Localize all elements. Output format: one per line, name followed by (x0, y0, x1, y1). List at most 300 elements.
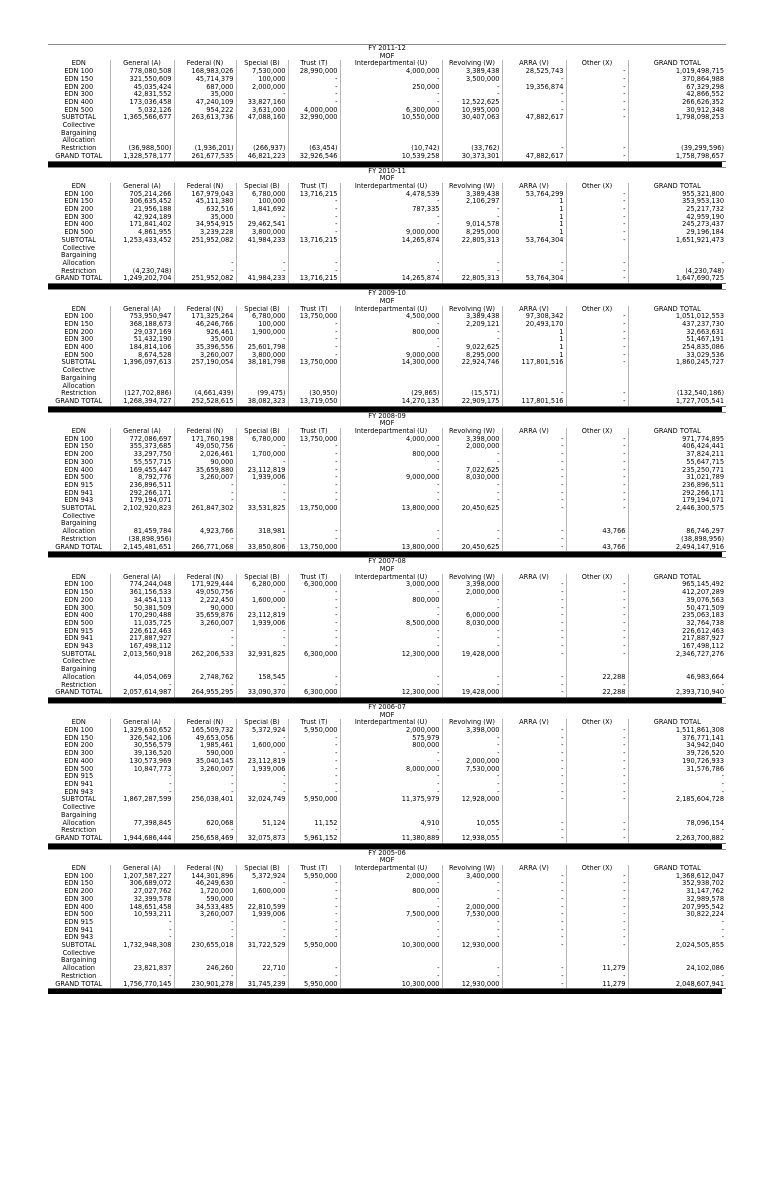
value-cell: - (502, 145, 566, 153)
table-row (48, 789, 726, 797)
value-cell: 257,190,054 (174, 359, 236, 367)
value-cell: - (236, 628, 288, 636)
value-cell: - (442, 789, 502, 797)
value-cell: 47,882,617 (502, 114, 566, 122)
value-cell: - (288, 927, 340, 935)
column-header: Revolving (W) (442, 60, 502, 68)
value-cell: - (502, 612, 566, 620)
value-cell (566, 367, 628, 390)
table-row (48, 536, 726, 544)
column-header: Federal (N) (174, 719, 236, 727)
value-cell: - (566, 68, 628, 76)
value-cell: - (340, 635, 442, 643)
value-cell: 1,329,630,652 (110, 727, 174, 735)
value-cell: - (288, 735, 340, 743)
value-cell: - (288, 789, 340, 797)
row-label: EDN 200 (64, 888, 94, 896)
fy-title-row (48, 412, 726, 420)
table-row (48, 942, 726, 950)
value-cell: 27,027,762 (110, 888, 174, 896)
value-cell (110, 245, 174, 268)
column-header: Other (X) (566, 574, 628, 582)
org-label: MOF (379, 52, 395, 60)
value-cell: - (236, 880, 288, 888)
value-cell: - (566, 390, 628, 398)
table-row (48, 336, 726, 344)
column-header-row (48, 60, 726, 68)
value-cell: 353,953,130 (628, 198, 726, 206)
value-cell: - (502, 107, 566, 115)
value-cell: - (502, 742, 566, 750)
column-header: EDN (71, 305, 86, 313)
value-cell: 261,677,535 (174, 153, 236, 161)
value-cell: 1,647,690,725 (628, 275, 726, 283)
value-cell: - (566, 245, 628, 268)
value-cell: - (110, 773, 174, 781)
value-cell: 167,979,043 (174, 191, 236, 199)
value-cell: - (174, 268, 236, 276)
row-label: Restriction (61, 535, 97, 543)
row-label: SUBTOTAL (61, 796, 96, 804)
value-cell: 12,930,000 (442, 981, 502, 989)
row-label: Restriction (61, 145, 97, 153)
column-header: Other (X) (566, 306, 628, 314)
value-cell: - (442, 490, 502, 498)
value-cell: - (236, 827, 288, 835)
table-row (48, 581, 726, 589)
column-header-row (48, 428, 726, 436)
table-row (48, 91, 726, 99)
column-header: Other (X) (566, 719, 628, 727)
value-cell: - (340, 919, 442, 927)
row-label: EDN 400 (64, 903, 94, 911)
value-cell: 5,950,000 (288, 796, 340, 804)
value-cell: 3,631,000 (236, 107, 288, 115)
value-cell: - (288, 589, 340, 597)
value-cell: - (502, 628, 566, 636)
value-cell: - (174, 497, 236, 505)
value-cell: 46,983,664 (628, 658, 726, 681)
value-cell: - (110, 682, 174, 690)
value-cell: - (236, 459, 288, 467)
value-cell: - (566, 934, 628, 942)
table-row (48, 505, 726, 513)
value-cell: - (236, 245, 288, 268)
value-cell: 6,300,000 (340, 107, 442, 115)
row-label: SUBTOTAL (61, 505, 96, 513)
table-row (48, 206, 726, 214)
value-cell: 3,389,438 (442, 68, 502, 76)
value-cell: - (502, 99, 566, 107)
table-row (48, 237, 726, 245)
value-cell: - (340, 896, 442, 904)
value-cell: 772,086,697 (110, 436, 174, 444)
value-cell: - (288, 443, 340, 451)
row-label: Collective Bargaining Allocation (60, 244, 97, 267)
row-label: EDN 100 (64, 68, 94, 76)
value-cell: 266,771,068 (174, 544, 236, 552)
value-cell: 13,800,000 (340, 544, 442, 552)
fiscal-year-title: FY 2007-08 (48, 558, 726, 566)
value-cell: - (566, 490, 628, 498)
value-cell: 190,726,933 (628, 758, 726, 766)
column-header: Trust (T) (288, 865, 340, 873)
budget-table (48, 412, 726, 553)
value-cell: 9,000,000 (340, 474, 442, 482)
table-row (48, 214, 726, 222)
value-cell: 158,545 (236, 658, 288, 681)
value-cell: 412,207,289 (628, 589, 726, 597)
value-cell: 262,206,533 (174, 651, 236, 659)
value-cell: 49,050,756 (174, 589, 236, 597)
table-row (48, 758, 726, 766)
value-cell: 32,024,749 (236, 796, 288, 804)
value-cell: - (566, 398, 628, 406)
value-cell: 8,674,528 (110, 352, 174, 360)
org-label: MOF (379, 297, 395, 305)
value-cell: - (288, 911, 340, 919)
value-cell: - (628, 919, 726, 927)
value-cell: - (442, 84, 502, 92)
value-cell: 1,939,006 (236, 766, 288, 774)
column-header-row (48, 306, 726, 314)
value-cell: - (442, 742, 502, 750)
column-header: Revolving (W) (442, 574, 502, 582)
value-cell: - (340, 827, 442, 835)
value-cell: 2,393,710,940 (628, 689, 726, 697)
value-cell: - (442, 927, 502, 935)
value-cell: - (566, 206, 628, 214)
column-header: Special (B) (236, 60, 288, 68)
value-cell: (132,540,186) (628, 390, 726, 398)
table-row (48, 191, 726, 199)
value-cell: (4,661,439) (174, 390, 236, 398)
collective-bargaining-row (48, 367, 726, 390)
row-label: EDN 500 (64, 229, 94, 237)
value-cell: 42,959,190 (628, 214, 726, 222)
row-label: EDN 300 (64, 91, 94, 99)
table-row (48, 643, 726, 651)
value-cell: 965,145,492 (628, 581, 726, 589)
value-cell: 250,000 (340, 84, 442, 92)
value-cell: 30,556,579 (110, 742, 174, 750)
value-cell: 8,295,000 (442, 229, 502, 237)
value-cell: 169,455,447 (110, 467, 174, 475)
value-cell: 3,800,000 (236, 352, 288, 360)
value-cell: 11,380,889 (340, 835, 442, 843)
value-cell: - (566, 451, 628, 459)
value-cell: - (442, 206, 502, 214)
value-cell: - (502, 497, 566, 505)
value-cell: - (566, 443, 628, 451)
value-cell: 4,923,766 (174, 513, 236, 536)
column-header: Other (X) (566, 183, 628, 191)
value-cell: - (442, 91, 502, 99)
value-cell: 6,780,000 (236, 436, 288, 444)
column-header: Federal (N) (174, 60, 236, 68)
value-cell: 47,882,617 (502, 153, 566, 161)
row-label: EDN 300 (64, 604, 94, 612)
value-cell: - (502, 76, 566, 84)
table-row (48, 896, 726, 904)
value-cell: 245,273,437 (628, 221, 726, 229)
value-cell: 10,847,773 (110, 766, 174, 774)
value-cell: (1,936,201) (174, 145, 236, 153)
value-cell: 1,860,245,727 (628, 359, 726, 367)
value-cell: - (236, 490, 288, 498)
value-cell (110, 122, 174, 145)
value-cell: - (442, 597, 502, 605)
row-label: EDN 943 (64, 934, 94, 942)
value-cell: 22,909,175 (442, 398, 502, 406)
column-header: Other (X) (566, 60, 628, 68)
value-cell: - (288, 91, 340, 99)
value-cell: 43,766 (566, 544, 628, 552)
value-cell: 236,896,511 (110, 482, 174, 490)
value-cell: - (174, 643, 236, 651)
value-cell: - (566, 804, 628, 827)
table-row (48, 68, 726, 76)
value-cell: - (566, 436, 628, 444)
value-cell: - (566, 735, 628, 743)
table-row (48, 198, 726, 206)
table-row (48, 766, 726, 774)
value-cell: 23,112,819 (236, 612, 288, 620)
value-cell: - (566, 221, 628, 229)
value-cell: - (502, 773, 566, 781)
table-row (48, 682, 726, 690)
value-cell: - (502, 942, 566, 950)
value-cell: 2,446,300,575 (628, 505, 726, 513)
value-cell: (38,898,956) (628, 536, 726, 544)
table-row (48, 727, 726, 735)
value-cell: 8,792,776 (110, 474, 174, 482)
table-row (48, 321, 726, 329)
value-cell: - (340, 214, 442, 222)
row-label: EDN 100 (64, 435, 94, 443)
value-cell: 1,700,000 (236, 451, 288, 459)
value-cell: 6,780,000 (236, 191, 288, 199)
value-cell: (39,299,596) (628, 145, 726, 153)
value-cell: 226,612,463 (110, 628, 174, 636)
value-cell: 4,500,000 (340, 313, 442, 321)
value-cell: (266,937) (236, 145, 288, 153)
value-cell: - (628, 827, 726, 835)
value-cell: 5,950,000 (288, 727, 340, 735)
value-cell: 45,714,379 (174, 76, 236, 84)
value-cell: 28,990,000 (288, 68, 340, 76)
value-cell: - (340, 268, 442, 276)
column-header-row (48, 865, 726, 873)
column-header: GRAND TOTAL (628, 428, 726, 436)
column-header: Special (B) (236, 719, 288, 727)
value-cell: 25,217,732 (628, 206, 726, 214)
value-cell: 252,528,615 (174, 398, 236, 406)
value-cell: (30,950) (288, 390, 340, 398)
value-cell: 117,801,516 (502, 359, 566, 367)
row-label: Collective Bargaining Allocation (60, 367, 97, 390)
value-cell: 1,756,770,145 (110, 981, 174, 989)
value-cell: 25,601,798 (236, 344, 288, 352)
value-cell: - (566, 612, 628, 620)
value-cell: 1,600,000 (236, 597, 288, 605)
value-cell: - (566, 682, 628, 690)
value-cell: - (340, 589, 442, 597)
value-cell: 30,407,063 (442, 114, 502, 122)
value-cell: (33,762) (442, 145, 502, 153)
row-label: GRAND TOTAL (48, 544, 110, 552)
row-label: EDN 200 (64, 742, 94, 750)
value-cell: - (340, 344, 442, 352)
value-cell: 31,745,239 (236, 981, 288, 989)
table-row (48, 750, 726, 758)
value-cell: 35,040,145 (174, 758, 236, 766)
value-cell: - (340, 773, 442, 781)
value-cell: 45,035,424 (110, 84, 174, 92)
value-cell: - (340, 198, 442, 206)
value-cell: 42,866,552 (628, 91, 726, 99)
value-cell: - (502, 981, 566, 989)
value-cell: 292,266,171 (110, 490, 174, 498)
collective-bargaining-row (48, 245, 726, 268)
value-cell: 14,300,000 (340, 359, 442, 367)
column-header: EDN (71, 60, 86, 68)
value-cell: 3,398,000 (442, 436, 502, 444)
column-header: Revolving (W) (442, 428, 502, 436)
value-cell: - (502, 536, 566, 544)
value-cell: 318,981 (236, 513, 288, 536)
table-row (48, 459, 726, 467)
value-cell: - (288, 904, 340, 912)
row-label: Collective Bargaining Allocation (60, 122, 97, 145)
row-label: SUBTOTAL (61, 942, 96, 950)
row-label: EDN 150 (64, 320, 94, 328)
value-cell: 7,530,000 (442, 766, 502, 774)
table-row (48, 352, 726, 360)
value-cell: 20,493,170 (502, 321, 566, 329)
value-cell (236, 367, 288, 390)
row-label: Restriction (61, 827, 97, 835)
value-cell: - (442, 628, 502, 636)
value-cell: - (566, 750, 628, 758)
value-cell: - (502, 474, 566, 482)
value-cell: - (628, 682, 726, 690)
value-cell: 30,912,348 (628, 107, 726, 115)
value-cell: 22,288 (566, 658, 628, 681)
value-cell: 2,748,762 (174, 658, 236, 681)
value-cell: - (442, 451, 502, 459)
value-cell: - (566, 268, 628, 276)
value-cell: 23,112,819 (236, 758, 288, 766)
collective-bargaining-row (48, 122, 726, 145)
value-cell: 32,764,738 (628, 620, 726, 628)
table-row (48, 927, 726, 935)
value-cell: 35,396,556 (174, 344, 236, 352)
table-row (48, 443, 726, 451)
value-cell: 13,719,050 (288, 398, 340, 406)
value-cell: 13,750,000 (288, 359, 340, 367)
value-cell: 38,181,798 (236, 359, 288, 367)
value-cell: (4,230,748) (628, 268, 726, 276)
org-row (48, 566, 726, 574)
row-label: Collective Bargaining Allocation (60, 949, 97, 973)
value-cell: - (288, 268, 340, 276)
value-cell: 321,550,609 (110, 76, 174, 84)
value-cell: 1,253,433,452 (110, 237, 174, 245)
column-header: Federal (N) (174, 428, 236, 436)
row-label: EDN 500 (64, 106, 94, 114)
column-header: GRAND TOTAL (628, 719, 726, 727)
value-cell: 1,732,948,308 (110, 942, 174, 950)
row-label: GRAND TOTAL (48, 835, 110, 843)
grand-total-row (48, 153, 726, 161)
value-cell: 1,396,097,613 (110, 359, 174, 367)
value-cell: - (566, 727, 628, 735)
value-cell: - (566, 581, 628, 589)
table-row (48, 919, 726, 927)
value-cell: 14,265,874 (340, 275, 442, 283)
value-cell (288, 367, 340, 390)
value-cell: - (566, 505, 628, 513)
value-cell: - (566, 635, 628, 643)
value-cell: 23,821,837 (110, 950, 174, 973)
value-cell: - (502, 750, 566, 758)
value-cell: - (566, 459, 628, 467)
value-cell: - (236, 482, 288, 490)
row-label: SUBTOTAL (61, 359, 96, 367)
value-cell: 6,300,000 (288, 581, 340, 589)
value-cell: - (502, 827, 566, 835)
value-cell (236, 122, 288, 145)
value-cell: 5,950,000 (288, 981, 340, 989)
value-cell: - (288, 99, 340, 107)
row-label: EDN 200 (64, 83, 94, 91)
value-cell: 173,036,458 (110, 99, 174, 107)
value-cell: 2,000,000 (340, 727, 442, 735)
table-row (48, 221, 726, 229)
table-row (48, 651, 726, 659)
value-cell: - (566, 229, 628, 237)
value-cell: - (288, 605, 340, 613)
value-cell: - (442, 336, 502, 344)
value-cell: - (502, 245, 566, 268)
column-header: Revolving (W) (442, 865, 502, 873)
value-cell: 6,000,000 (442, 612, 502, 620)
value-cell: 778,080,508 (110, 68, 174, 76)
value-cell: 12,300,000 (340, 689, 442, 697)
value-cell: 51,124 (236, 804, 288, 827)
value-cell: 2,185,604,728 (628, 796, 726, 804)
value-cell: 13,750,000 (288, 544, 340, 552)
value-cell: 29,037,169 (110, 329, 174, 337)
value-cell: - (502, 505, 566, 513)
value-cell: - (566, 275, 628, 283)
value-cell: - (502, 436, 566, 444)
column-header: GRAND TOTAL (628, 306, 726, 314)
value-cell: - (288, 451, 340, 459)
row-label: EDN 100 (64, 727, 94, 735)
value-cell: - (288, 934, 340, 942)
value-cell: 251,952,082 (174, 237, 236, 245)
value-cell: - (566, 114, 628, 122)
value-cell: - (340, 658, 442, 681)
row-label: EDN 941 (64, 926, 94, 934)
value-cell: - (288, 628, 340, 636)
value-cell: - (174, 245, 236, 268)
value-cell: 100,000 (236, 321, 288, 329)
value-cell: 9,000,000 (340, 352, 442, 360)
org-row (48, 53, 726, 61)
